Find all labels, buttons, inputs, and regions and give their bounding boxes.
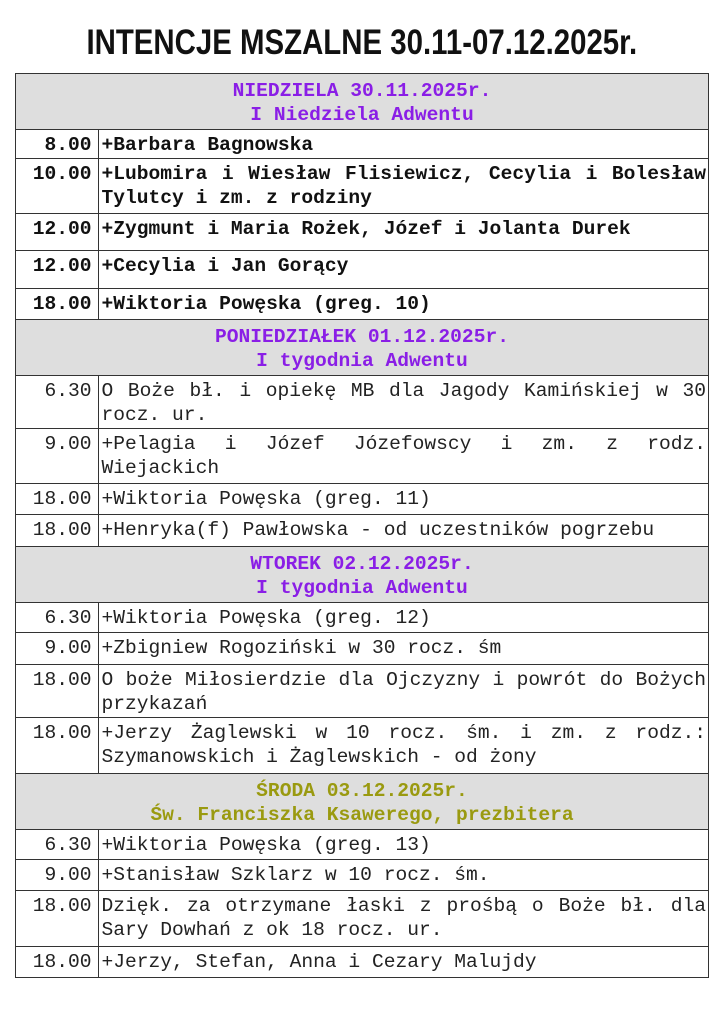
mass-intention: Dzięk. za otrzymane łaski z prośbą o Boże bł. dla Sary Dowhań z ok 18 rocz. ur.	[98, 891, 708, 947]
mass-row	[16, 633, 708, 665]
day-header	[16, 74, 708, 130]
mass-intention: +Pelagia i Józef Józefowscy i zm. z rodz. Wiejackich	[98, 429, 708, 484]
intentions-body	[16, 74, 708, 977]
intentions-table	[15, 73, 709, 978]
mass-intention: +Stanisław Szklarz w 10 rocz. śm.	[98, 860, 708, 891]
mass-time: 6.30	[16, 376, 98, 429]
mass-row	[16, 429, 708, 484]
day-heading: NIEDZIELA 30.11.2025r.	[232, 79, 492, 102]
mass-row	[16, 603, 708, 633]
mass-row	[16, 251, 708, 289]
intentions-grid	[16, 74, 708, 977]
mass-row	[16, 484, 708, 515]
mass-row	[16, 891, 708, 947]
day-subheading: I Niedziela Adwentu	[250, 103, 474, 126]
mass-intention: +Jerzy Żaglewski w 10 rocz. śm. i zm. z rodz.: Szymanowskich i Żaglewskich - od żony	[98, 718, 708, 774]
mass-row	[16, 515, 708, 547]
mass-row	[16, 718, 708, 774]
mass-row	[16, 665, 708, 718]
day-header-row	[16, 74, 708, 130]
day-header	[16, 320, 708, 376]
page-title	[0, 22, 724, 64]
day-subheading: I tygodnia Adwentu	[256, 576, 468, 599]
mass-time: 6.30	[16, 603, 98, 633]
mass-time: 10.00	[16, 159, 98, 214]
mass-time: 18.00	[16, 891, 98, 947]
mass-time: 9.00	[16, 429, 98, 484]
mass-time: 6.30	[16, 830, 98, 860]
mass-intention: +Wiktoria Powęska (greg. 10)	[98, 289, 708, 320]
mass-row	[16, 214, 708, 251]
mass-row	[16, 376, 708, 429]
day-heading: ŚRODA 03.12.2025r.	[256, 779, 468, 802]
day-heading: PONIEDZIAŁEK 01.12.2025r.	[215, 325, 509, 348]
mass-time: 12.00	[16, 214, 98, 251]
mass-time: 9.00	[16, 633, 98, 665]
mass-intention: O Boże bł. i opiekę MB dla Jagody Kamińskiej w 30 rocz. ur.	[98, 376, 708, 429]
mass-time: 12.00	[16, 251, 98, 289]
mass-intention: +Lubomira i Wiesław Flisiewicz, Cecylia i Bolesław Tylutcy i zm. z rodziny	[98, 159, 708, 214]
day-heading: WTOREK 02.12.2025r.	[250, 552, 474, 575]
mass-intention: +Zygmunt i Maria Rożek, Józef i Jolanta Durek	[98, 214, 708, 251]
mass-intention: +Cecylia i Jan Gorący	[98, 251, 708, 289]
mass-time: 8.00	[16, 130, 98, 159]
mass-time: 18.00	[16, 289, 98, 320]
mass-row	[16, 159, 708, 214]
mass-intention: +Wiktoria Powęska (greg. 12)	[98, 603, 708, 633]
mass-time: 18.00	[16, 947, 98, 978]
day-header-row	[16, 320, 708, 376]
mass-time: 18.00	[16, 665, 98, 718]
day-header-row	[16, 774, 708, 830]
mass-row	[16, 289, 708, 320]
page-title-text: INTENCJE MSZALNE 30.11-07.12.2025r.	[86, 23, 638, 62]
mass-time: 9.00	[16, 860, 98, 891]
day-header-row	[16, 547, 708, 603]
mass-intention: +Jerzy, Stefan, Anna i Cezary Malujdy	[98, 947, 708, 978]
day-subheading: I tygodnia Adwentu	[256, 349, 468, 372]
mass-intention: +Zbigniew Rogoziński w 30 rocz. śm	[98, 633, 708, 665]
mass-row	[16, 830, 708, 860]
mass-intention: O boże Miłosierdzie dla Ojczyzny i powrót do Bożych przykazań	[98, 665, 708, 718]
mass-time: 18.00	[16, 718, 98, 774]
day-header	[16, 774, 708, 830]
day-subheading: Św. Franciszka Ksawerego, prezbitera	[150, 803, 574, 826]
mass-row	[16, 947, 708, 978]
day-header	[16, 547, 708, 603]
mass-time: 18.00	[16, 515, 98, 547]
mass-row	[16, 130, 708, 159]
mass-row	[16, 860, 708, 891]
mass-intention: +Wiktoria Powęska (greg. 11)	[98, 484, 708, 515]
mass-time: 18.00	[16, 484, 98, 515]
mass-intention: +Barbara Bagnowska	[98, 130, 708, 159]
mass-intention: +Henryka(f) Pawłowska - od uczestników pogrzebu	[98, 515, 708, 547]
mass-intention: +Wiktoria Powęska (greg. 13)	[98, 830, 708, 860]
